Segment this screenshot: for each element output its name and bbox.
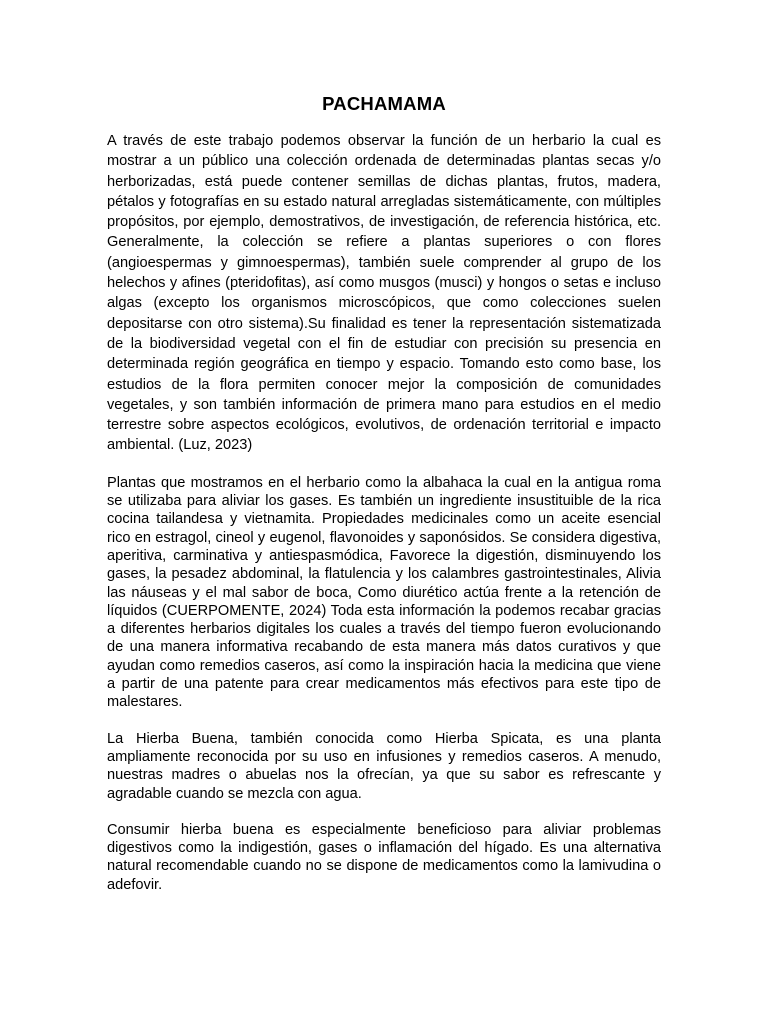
paragraph-beneficios: Consumir hierba buena es especialmente beneficioso para aliviar problemas digestivos como la indigestión, gases o inflamación del hígado. Es una alternativa natural recomendable cuando no se dispone de medicamentos como la lamivudina o adefovir. <box>107 821 661 893</box>
document-title: PACHAMAMA <box>322 93 446 114</box>
document-page <box>107 91 661 894</box>
paragraph-albahaca: Plantas que mostramos en el herbario como la albahaca la cual en la antigua roma se utilizaba para aliviar los gases. Es también un ingrediente insustituible de la rica cocina tailandesa y vietnamita. Propiedades medicinales como un aceite esencial rico en estragol, cineol y eugenol, flavonoides y saponósidos. Se considera digestiva, aperitiva, carminativa y antiespasmódica, Favorece la digestión, disminuyendo los gases, la pesadez abdominal, la flatulencia y los calambres gastrointestinales, Alivia las náuseas y el mal sabor de boca, Como diurético actúa frente a la retención de líquidos (CUERPOMENTE, 2024) Toda esta información la podemos recabar gracias a diferentes herbarios digitales los cuales a través del tiempo fueron evolucionando de una manera informativa recabando de esta manera más datos curativos y que ayudan como remedios caseros, así como la inspiración hacia la medicina que viene a partir de una patente para crear medicamentos más efectivos para este tipo de malestares. <box>107 474 661 711</box>
paragraph-herbario: A través de este trabajo podemos observar la función de un herbario la cual es mostrar a un público una colección ordenada de determinadas plantas secas y/o herborizadas, está puede contener semillas de dichas plantas, frutos, madera, pétalos y fotografías en su estado natural arregladas sistemáticamente, con múltiples propósitos, por ejemplo, demostrativos, de investigación, de referencia histórica, etc. Generalmente, la colección se refiere a plantas superiores o con flores (angioespermas y gimnoespermas), también suele comprender al grupo de los helechos y afines (pteridofitas), así como musgos (musci) y hongos o setas e incluso algas (excepto los organismos microscópicos, que como colecciones suelen depositarse con otro sistema).Su finalidad es tener la representación sistematizada de la biodiversidad vegetal con el fin de estudiar con precisión su presencia en determinada región geográfica en tiempo y espacio. Tomando esto como base, los estudios de la flora permiten conocer mejor la composición de comunidades vegetales, y son también información de primera mano para estudios en el medio terrestre sobre aspectos ecológicos, evolutivos, de ordenación territorial e impacto ambiental. (Luz, 2023) <box>107 133 661 454</box>
paragraph-hierba-buena: La Hierba Buena, también conocida como Hierba Spicata, es una planta ampliamente reconocida por su uso en infusiones y remedios caseros. A menudo, nuestras madres o abuelas nos la ofrecían, ya que su sabor es refrescante y agradable cuando se mezcla con agua. <box>107 730 661 802</box>
